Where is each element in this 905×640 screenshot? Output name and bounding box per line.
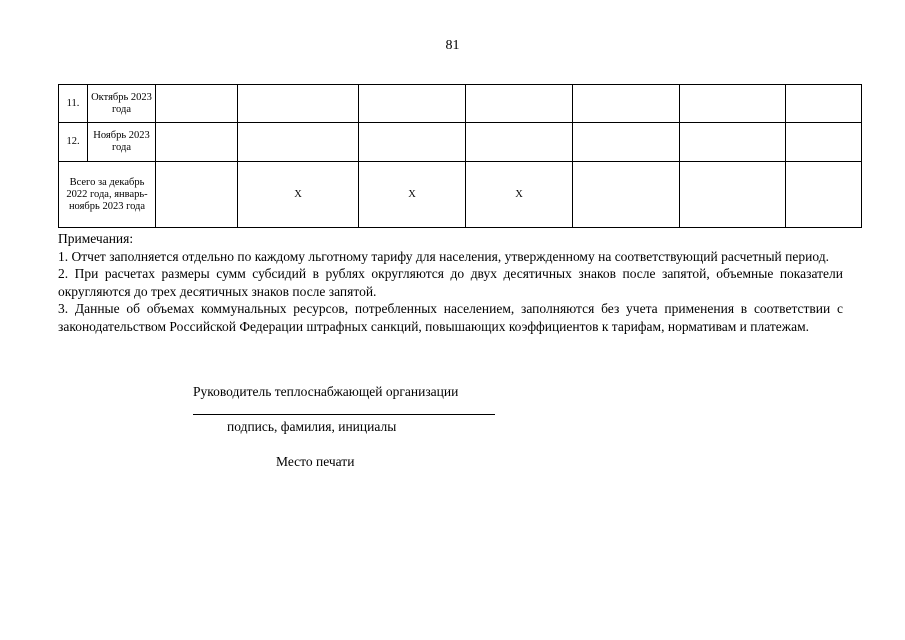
x-mark-cell: X <box>466 162 573 228</box>
page-number: 81 <box>445 38 460 53</box>
signature-caption: подпись, фамилия, инициалы <box>227 419 397 434</box>
period-cell: Октябрь 2023 года <box>88 85 156 123</box>
table-row <box>59 85 862 123</box>
note-item: 2. При расчетах размеры сумм субсидий в рублях округляются до двух десятичных знаков после запятой, объемные показатели округляются до трех десятичных знаков после запятой. <box>58 266 843 299</box>
table-cell <box>680 85 786 123</box>
table-cell <box>359 123 466 162</box>
report-table <box>58 84 862 228</box>
row-number-cell: 12. <box>59 123 88 162</box>
table-cell <box>238 85 359 123</box>
signature-title: Руководитель теплоснабжающей организации <box>193 384 459 399</box>
note-item: 3. Данные об объемах коммунальных ресурсов, потребленных населением, заполняются без учета применения в соответствии с законодательством Российской Федерации штрафных санкций, повышающих коэффициентов к тарифам, нормативам и платежам. <box>58 301 843 334</box>
x-mark-cell: X <box>238 162 359 228</box>
row-number-cell: 11. <box>59 85 88 123</box>
table-cell <box>573 85 680 123</box>
table-cell <box>156 162 238 228</box>
signature-line <box>193 414 495 415</box>
table-cell <box>680 123 786 162</box>
notes-section <box>58 230 843 335</box>
table-cell <box>359 85 466 123</box>
table-cell <box>786 123 862 162</box>
table-cell <box>786 85 862 123</box>
table-cell <box>573 123 680 162</box>
stamp-place-label: Место печати <box>276 454 355 469</box>
table-cell <box>573 162 680 228</box>
table-cell <box>156 123 238 162</box>
note-item: 1. Отчет заполняется отдельно по каждому льготному тарифу для населения, утвержденному на соответствующий расчетный период. <box>58 248 829 264</box>
table-cell <box>466 85 573 123</box>
total-row <box>59 162 862 228</box>
notes-heading: Примечания: <box>58 231 134 246</box>
table-cell <box>156 85 238 123</box>
period-cell: Ноябрь 2023 года <box>88 123 156 162</box>
total-label-cell: Всего за декабрь 2022 года, январь-ноябрь 2023 года <box>59 162 156 228</box>
x-mark-cell: X <box>359 162 466 228</box>
table-cell <box>466 123 573 162</box>
table-cell <box>238 123 359 162</box>
table-cell <box>786 162 862 228</box>
table-row <box>59 123 862 162</box>
table-cell <box>680 162 786 228</box>
